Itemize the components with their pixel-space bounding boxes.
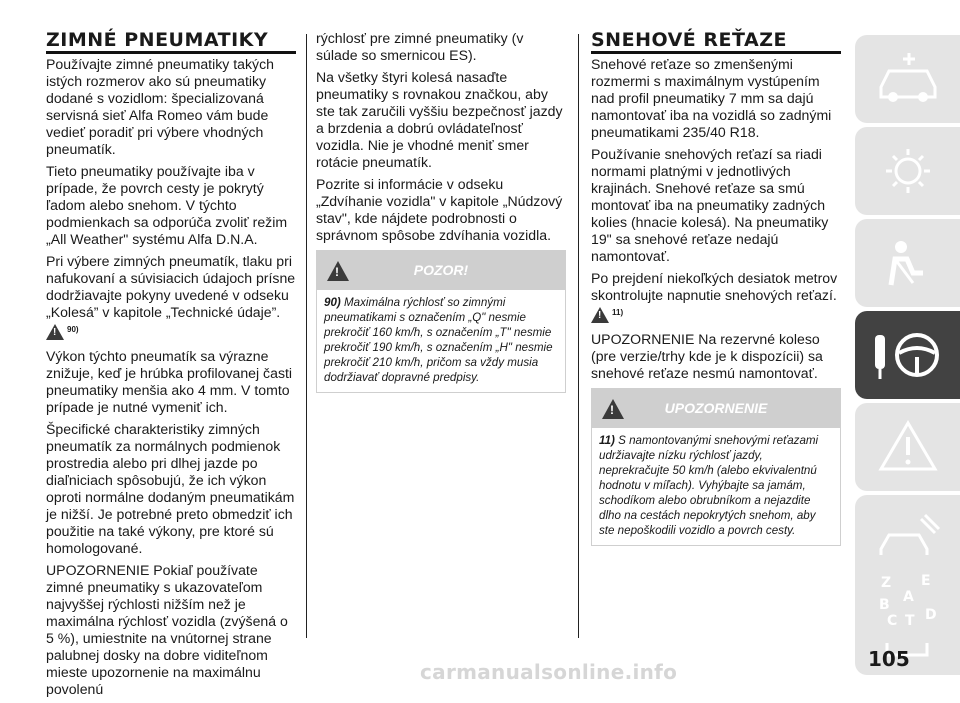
warning-reference <box>46 324 296 344</box>
note-text: Maximálna rýchlosť so zimnými pneumatikami s označením „Q" nesmie prekročiť 160 km/h, s označením „T" nesmie prekročiť 190 km/h, s označením „H" nesmie prekročiť 210 km/h, pričom sa vždy musia dodržiavať dopravné predpisy. <box>324 296 553 384</box>
tab-index[interactable] <box>855 555 960 643</box>
paragraph: rýchlosť pre zimné pneumatiky (v súlade so smernicou ES). <box>316 30 524 63</box>
page-number: 105 <box>868 647 910 671</box>
column-divider <box>578 34 579 638</box>
dashboard-lights-icon <box>873 141 943 201</box>
column-winter-tyres <box>46 30 296 703</box>
caution-box-title: POZOR! <box>413 262 469 278</box>
note-text: S namontovanými snehovými reťazami udržiavajte nízku rýchlosť jazdy, neprekračujte 50 km/h (alebo ekvivalentnú hodnotu v míľach). Vyhýbajte sa jamám, schodíkom alebo obrubníkom a nejazdite dlho na cestách nepokrytých snehom, aby ste nepoškodili vozidlo a povrch cesty. <box>599 434 819 537</box>
index-letter: C <box>886 613 897 629</box>
paragraph: Tieto pneumatiky používajte iba v prípade, že povrch cesty je pokrytý ľadom alebo snehom. V týchto podmienkach sa odporúča zvoliť režim „All Weather" systému Alfa D.N.A. <box>46 163 288 247</box>
tab-dashboard-lights[interactable] <box>855 127 960 215</box>
section-title-winter-tyres: ZIMNÉ PNEUMATIKY <box>46 30 296 54</box>
caution-box <box>316 250 566 393</box>
warning-triangle-icon: ! <box>46 324 64 340</box>
column-divider <box>306 34 307 638</box>
section-title-snow-chains: SNEHOVÉ REŤAZE <box>591 30 841 54</box>
warning-box <box>591 388 841 546</box>
reference-number: 11) <box>612 308 624 317</box>
warning-box-body <box>591 428 841 546</box>
tab-emergency[interactable] <box>855 403 960 491</box>
seatbelt-airbag-icon <box>873 233 943 293</box>
warning-triangle-icon: ! <box>327 261 349 281</box>
tab-safety[interactable] <box>855 219 960 307</box>
key-steering-wheel-icon <box>873 325 943 385</box>
index-letter: T <box>904 613 915 629</box>
tab-car-dashboard[interactable] <box>855 35 960 123</box>
paragraph: UPOZORNENIE Pokiaľ používate zimné pneumatiky s ukazovateľom najvyššej rýchlosti nižším než je maximálna rýchlosť vozidla (zvýšená o 5 %), umiestnite na vnútornej strane palubnej dosky na dobre viditeľnom mieste upozornenie na maximálnu povolenú <box>46 562 288 697</box>
warning-reference <box>591 307 841 327</box>
caution-box-body <box>316 290 566 393</box>
paragraph: Špecifické charakteristiky zimných pneumatík za normálnych podmienok prostredia alebo pri dlhej jazde po diaľniciach spôsobujú, že ich výkon oproti normálne dodaným pneumatikám je nižší. Je potrebné preto obmedziť ich použitie na také výkony, pre ktoré sú homologované. <box>46 421 295 556</box>
column-snow-chains <box>591 30 841 546</box>
warning-triangle-icon: ! <box>602 399 624 419</box>
paragraph: Po prejdení niekoľkých desiatok metrov skontrolujte napnutie snehových reťazí. <box>591 270 838 303</box>
warning-triangle-icon: ! <box>591 307 609 323</box>
paragraph: Pri výbere zimných pneumatík, tlaku pri nafukovaní a súvisiacich údajoch prísne dodržiavajte pokyny uvedené v odseku „Kolesá” v kapitole „Technické údaje”. <box>46 253 296 320</box>
index-letter: E <box>920 573 931 589</box>
index-letter: B <box>878 597 890 613</box>
column-continued <box>316 30 566 393</box>
index-letter: D <box>924 607 937 623</box>
caution-box-header <box>316 250 566 290</box>
index-letter: A <box>902 589 914 605</box>
warning-box-header <box>591 388 841 428</box>
tab-starting-driving[interactable] <box>855 311 960 399</box>
paragraph: UPOZORNENIE Na rezervné koleso (pre verzie/trhy kde je k dispozícii) sa snehové reťaze nesmú namontovať. <box>591 331 823 381</box>
note-number: 90) <box>324 296 341 309</box>
note-number: 11) <box>599 434 615 447</box>
index-letter: Z <box>880 575 891 591</box>
paragraph: Používanie snehových reťazí sa riadi normami platnými v jednotlivých krajinách. Snehové reťaze sa smú montovať iba na pneumatiky zadných kolies (hnacie kolesá). Na pneumatiky 19" sa snehové reťaze nedajú namontovať. <box>591 146 829 264</box>
paragraph: Výkon týchto pneumatík sa výrazne znižuje, keď je hrúbka profilovanej časti pneumatiky menšia ako 4 mm. V tomto prípade je nutné vymeniť ich. <box>46 348 293 415</box>
paragraph: Snehové reťaze so zmenšenými rozmermi s maximálnym vystúpením nad profil pneumatiky 7 mm sa dajú namontovať iba na vozidlá so zadnými pneumatikami 235/40 R18. <box>591 56 832 140</box>
paragraph: Na všetky štyri kolesá nasaďte pneumatiky s rovnakou značkou, aby ste tak zaručili vyššiu bezpečnosť jazdy a brzdenia a dobrú ovládateľnosť vozidla. Nie je vhodné meniť smer rotácie pneumatík. <box>316 69 563 170</box>
alphabet-index-icon <box>873 569 943 629</box>
paragraph: Pozrite si informácie v odseku „Zdvíhanie vozidla" v kapitole „Núdzový stav", kde nájdete podrobnosti o správnom spôsobe zdvíhania vozidla. <box>316 176 563 243</box>
watermark-text: carmanualsonline.info <box>420 660 678 684</box>
warning-road-icon <box>873 417 943 477</box>
reference-number: 90) <box>67 325 79 334</box>
warning-box-title: UPOZORNENIE <box>664 400 768 416</box>
paragraph: Používajte zimné pneumatiky takých istých rozmerov ako sú pneumatiky dodané s vozidlom: špecializovaná servisná sieť Alfa Romeo vám bude vedieť poradiť pri výbere vhodných pneumatík. <box>46 56 274 157</box>
car-dashboard-icon <box>873 49 943 109</box>
